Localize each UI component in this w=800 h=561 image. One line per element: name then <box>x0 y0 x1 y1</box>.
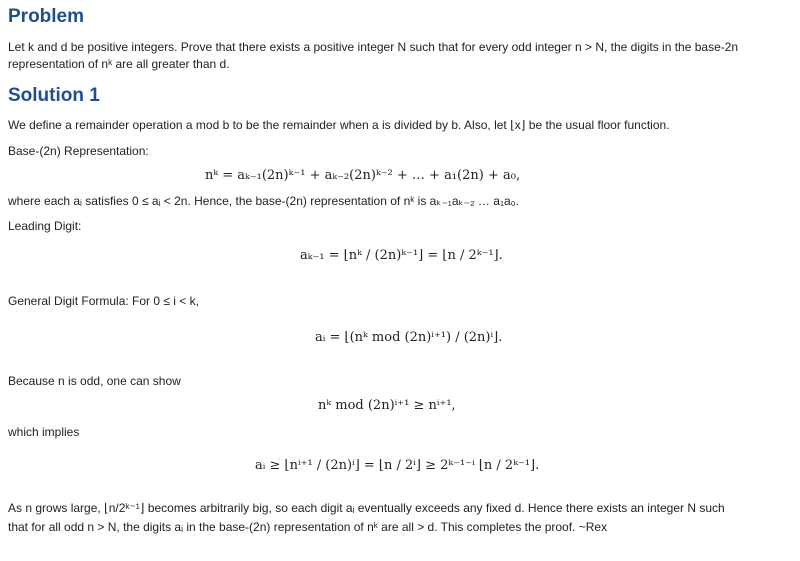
because-text: Because n is odd, one can show <box>8 374 181 388</box>
problem-heading: Problem <box>8 6 85 27</box>
problem-text-line1: Let k and d be positive integers. Prove that there exists a positive integer N such that for every odd integer n > N, the digits in the base-2n <box>8 40 739 54</box>
equation-general-digit: aᵢ = ⌊(nᵏ mod (2n)ⁱ⁺¹) / (2n)ⁱ⌋. <box>315 330 503 345</box>
general-digit-label: General Digit Formula: For 0 ≤ i < k, <box>8 294 199 308</box>
base-representation-label: Base-(2n) Representation: <box>8 144 149 158</box>
conclusion-line1: As n grows large, ⌊n/2ᵏ⁻¹⌋ becomes arbitrarily big, so each digit aᵢ eventually exceeds any fixed d. Hence there exists an integer N such <box>8 501 725 515</box>
equation-digit-bound: aᵢ ≥ ⌊nⁱ⁺¹ / (2n)ⁱ⌋ = ⌊n / 2ⁱ⌋ ≥ 2ᵏ⁻¹⁻ⁱ ⌊n / 2ᵏ⁻¹⌋. <box>255 458 540 473</box>
problem-text-line2: representation of nᵏ are all greater than d. <box>8 57 230 71</box>
conclusion-line2: that for all odd n > N, the digits aᵢ in the base-(2n) representation of nᵏ are all > d. This completes the proof. ~Rex <box>8 520 608 534</box>
solution-intro: We define a remainder operation a mod b to be the remainder when a is divided by b. Also, let ⌊x⌋ be the usual floor function. <box>8 118 670 132</box>
leading-digit-label: Leading Digit: <box>8 219 82 233</box>
solution-heading: Solution 1 <box>8 85 100 106</box>
equation-base-expansion: nᵏ = aₖ₋₁(2n)ᵏ⁻¹ + aₖ₋₂(2n)ᵏ⁻² + … + a₁(2n) + a₀, <box>205 168 521 183</box>
equation-mod-bound: nᵏ mod (2n)ⁱ⁺¹ ≥ nⁱ⁺¹, <box>318 398 456 413</box>
equation-leading-digit: aₖ₋₁ = ⌊nᵏ / (2n)ᵏ⁻¹⌋ = ⌊n / 2ᵏ⁻¹⌋. <box>300 248 503 263</box>
implies-text: which implies <box>8 425 80 439</box>
digit-range-text: where each aᵢ satisfies 0 ≤ aᵢ < 2n. Hence, the base-(2n) representation of nᵏ is aₖ₋₁aₖ₋₂ … a₁a₀. <box>8 194 519 208</box>
